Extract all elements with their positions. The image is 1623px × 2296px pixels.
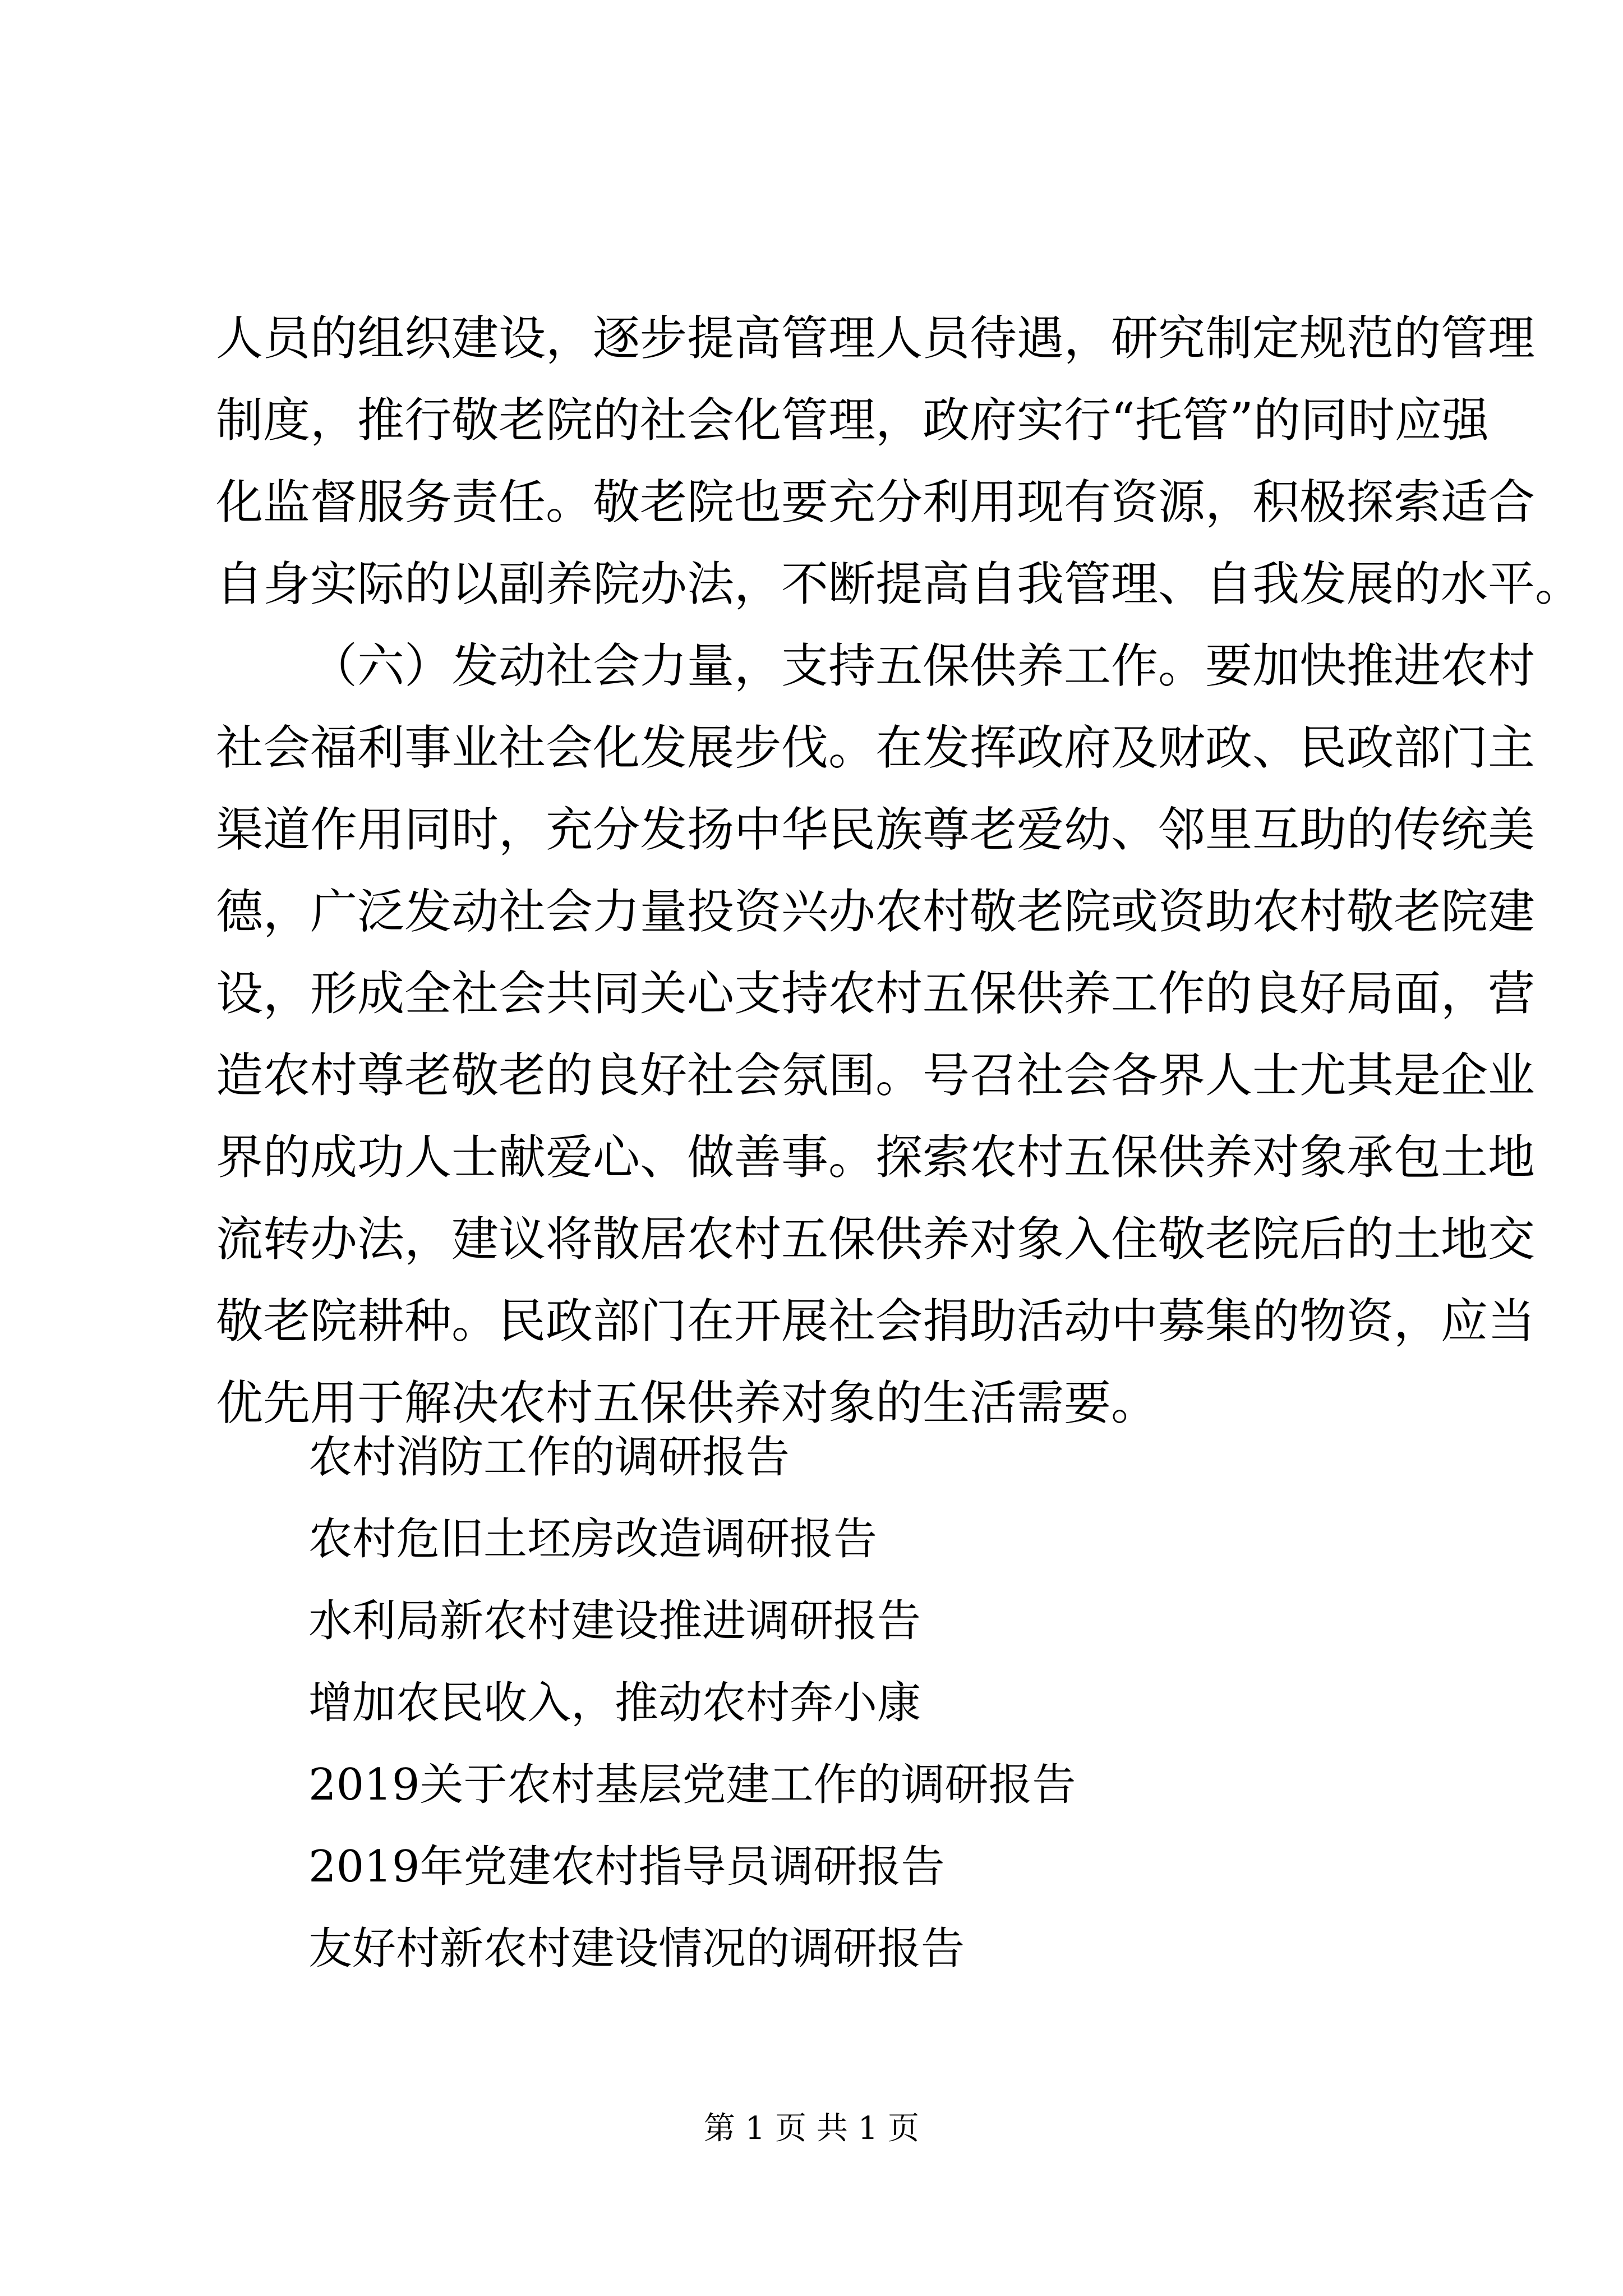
page-number-footer: 第 1 页 共 1 页	[703, 2110, 920, 2147]
paragraph-line: 敬老院耕种。民政部门在开展社会捐助活动中募集的物资，应当	[216, 1294, 1536, 1349]
paragraph-line: 优先用于解决农村五保供养对象的生活需要。	[216, 1375, 1159, 1430]
paragraph-line: 德，广泛发动社会力量投资兴办农村敬老院或资助农村敬老院建	[216, 884, 1536, 939]
related-title: 水利局新农村建设推进调研报告	[308, 1596, 921, 1646]
related-title: 农村消防工作的调研报告	[308, 1432, 790, 1483]
paragraph-line: 自身实际的以副养院办法，不断提高自我管理、自我发展的水平。	[216, 556, 1583, 611]
paragraph-line: 界的成功人士献爱心、做善事。探索农村五保供养对象承包土地	[216, 1130, 1536, 1185]
paragraph-line: 设，形成全社会共同关心支持农村五保供养工作的良好局面，营	[216, 966, 1536, 1021]
related-titles-list	[308, 1416, 1076, 1990]
body-text	[216, 297, 1583, 1444]
related-title: 增加农民收入，推动农村奔小康	[308, 1678, 921, 1728]
paragraph-line: 制度，推行敬老院的社会化管理，政府实行“托管”的同时应强	[216, 393, 1489, 448]
paragraph-line: 渠道作用同时，充分发扬中华民族尊老爱幼、邻里互助的传统美	[216, 802, 1536, 857]
related-title: 友好村新农村建设情况的调研报告	[308, 1924, 965, 1974]
paragraph-line: 化监督服务责任。敬老院也要充分利用现有资源，积极探索适合	[216, 475, 1536, 530]
paragraph-line: 流转办法，建议将散居农村五保供养对象入住敬老院后的土地交	[216, 1212, 1536, 1267]
paragraph-line: 造农村尊老敬老的良好社会氛围。号召社会各界人士尤其是企业	[216, 1048, 1536, 1103]
related-title: 2019年党建农村指导员调研报告	[308, 1842, 945, 1892]
paragraph-line: 人员的组织建设，逐步提高管理人员待遇，研究制定规范的管理	[216, 311, 1536, 366]
paragraph-line: （六）发动社会力量，支持五保供养工作。要加快推进农村	[310, 638, 1536, 693]
related-title: 2019关于农村基层党建工作的调研报告	[308, 1760, 1076, 1810]
related-title: 农村危旧土坯房改造调研报告	[308, 1514, 878, 1565]
paragraph-line: 社会福利事业社会化发展步伐。在发挥政府及财政、民政部门主	[216, 720, 1536, 775]
